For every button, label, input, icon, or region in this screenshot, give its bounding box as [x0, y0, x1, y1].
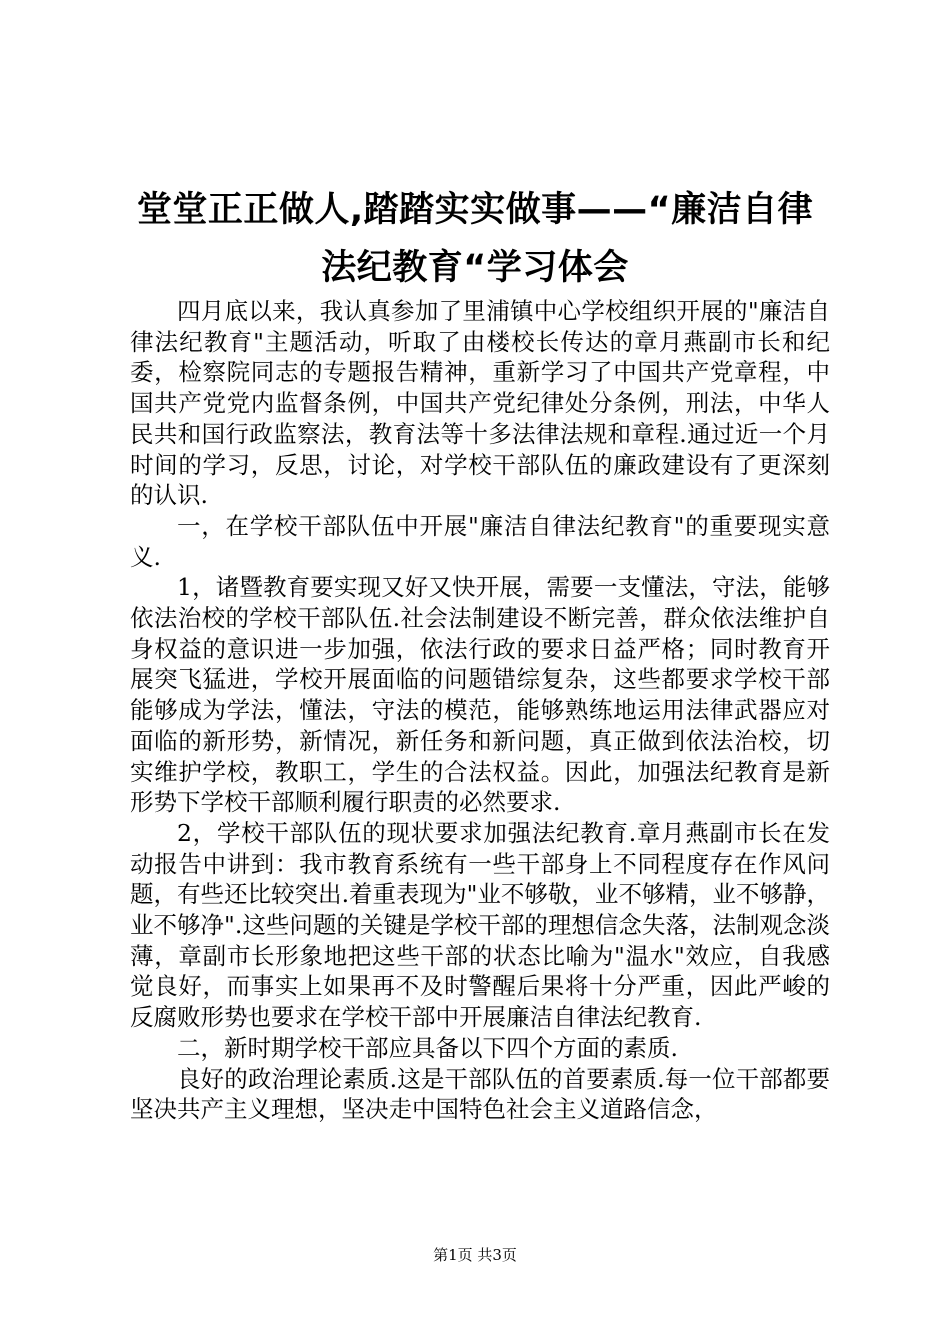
page-footer: 第1页 共3页	[433, 1246, 517, 1264]
paragraph: 1，诸暨教育要实现又好又快开展，需要一支懂法，守法，能够依法治校的学校干部队伍.社会法制建设不断完善，群众依法维护自身权益的意识进一步加强，依法行政的要求日益严格；同时教育开展突飞猛进，学校开展面临的问题错综复杂，这些都要求学校干部能够成为学法，懂法，守法的模范，能够熟练地运用法律武器应对面临的新形势，新情况，新任务和新问题，真正做到依法治校，切实维护学校，教职工，学生的合法权益。因此，加强法纪教育是新形势下学校干部顺利履行职责的必然要求.	[130, 573, 830, 817]
document-title-line1: 堂堂正正做人,踏踏实实做事——“廉洁自律	[136, 190, 814, 230]
paragraph: 二，新时期学校干部应具备以下四个方面的素质.	[177, 1033, 678, 1062]
document-body	[130, 296, 830, 1125]
document-title-line2: 法纪教育“学习体会	[321, 248, 629, 288]
paragraph: 一，在学校干部队伍中开展"廉洁自律法纪教育"的重要现实意义.	[130, 511, 830, 571]
paragraph: 四月底以来，我认真参加了里浦镇中心学校组织开展的"廉洁自律法纪教育"主题活动，听取了由楼校长传达的章月燕副市长和纪委，检察院同志的专题报告精神，重新学习了中国共产党章程，中国共产党党内监督条例，中国共产党纪律处分条例，刑法，中华人民共和国行政监察法，教育法等十多法律法规和章程.通过近一个月时间的学习，反思，讨论，对学校干部队伍的廉政建设有了更深刻的认识.	[130, 297, 830, 510]
paragraph: 2，学校干部队伍的现状要求加强法纪教育.章月燕副市长在发动报告中讲到：我市教育系统有一些干部身上不同程度存在作风问题，有些还比较突出.着重表现为"业不够敬，业不够精，业不够静，业不够净".这些问题的关键是学校干部的理想信念失落，法制观念淡薄，章副市长形象地把这些干部的状态比喻为"温水"效应，自我感觉良好，而事实上如果再不及时警醒后果将十分严重，因此严峻的反腐败形势也要求在学校干部中开展廉洁自律法纪教育.	[130, 818, 830, 1032]
paragraph: 良好的政治理论素质.这是干部队伍的首要素质.每一位干部都要坚决共产主义理想，坚决走中国特色社会主义道路信念，	[130, 1064, 830, 1124]
